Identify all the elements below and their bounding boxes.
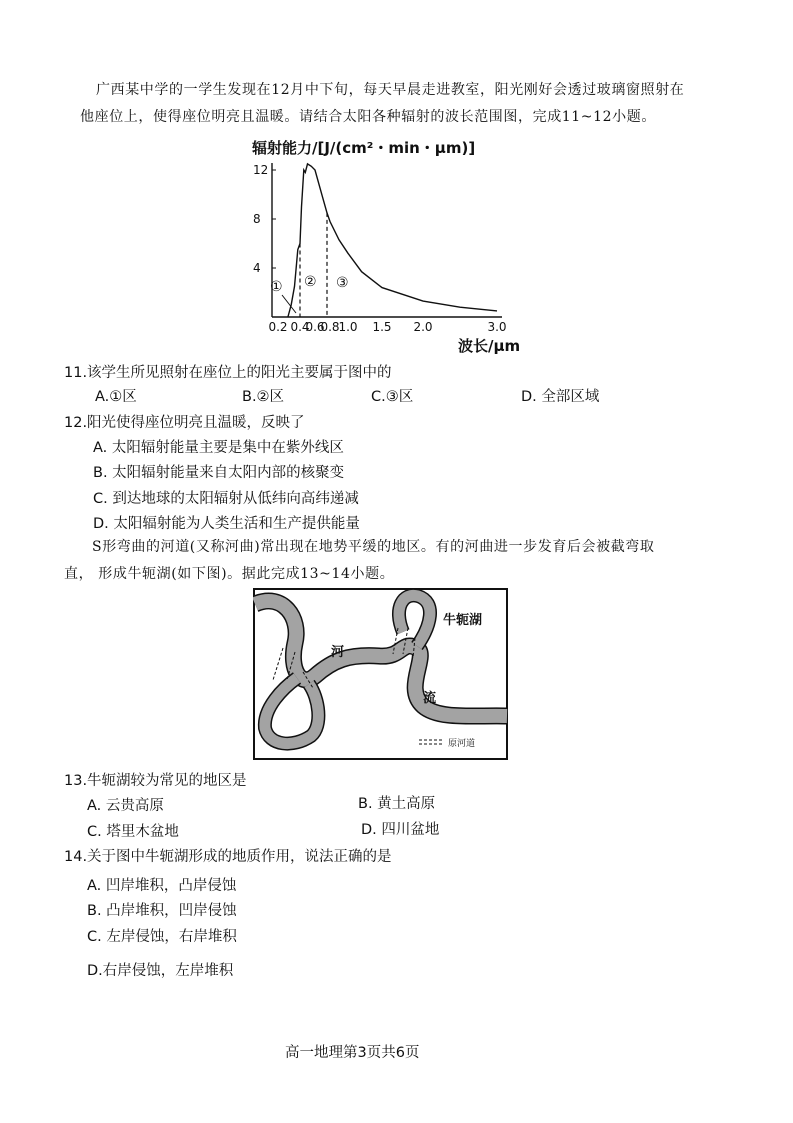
- x-tick-label: 1.5: [372, 320, 392, 334]
- x-tick-label: 1.0: [338, 320, 358, 334]
- x-tick-label: 0.8: [320, 320, 340, 334]
- q13-option-b: B. 黄土高原: [358, 796, 436, 812]
- q13-option-c: C. 塔里木盆地: [87, 824, 179, 840]
- q11-option-c: C.③区: [371, 389, 414, 405]
- oxbow-lake-label: 牛轭湖: [443, 613, 483, 628]
- q12-option-a: A. 太阳辐射能量主要是集中在紫外线区: [93, 440, 344, 456]
- chart-ylabel: 辐射能力/[J/(cm²・min・μm)]: [252, 139, 476, 157]
- q14-option-c: C. 左岸侵蚀，右岸堆积: [87, 929, 237, 945]
- q13-option-a: A. 云贵高原: [87, 798, 164, 814]
- y-tick-label: 8: [253, 212, 261, 226]
- q14-stem: 14.关于图中牛轭湖形成的地质作用，说法正确的是: [64, 849, 392, 865]
- passage2-line2: 直， 形成牛轭湖(如下图)。据此完成13~14小题。: [64, 566, 395, 582]
- x-tick-label: 0.2: [268, 320, 288, 334]
- q14-option-a: A. 凹岸堆积，凸岸侵蚀: [87, 878, 237, 894]
- river-label-liu: 流: [423, 691, 437, 706]
- q11-option-b: B.②区: [242, 389, 285, 405]
- passage1-line2: 他座位上，使得座位明亮且温暖。请结合太阳各种辐射的波长范围图，完成11~12小题。: [80, 109, 656, 125]
- x-tick-label: 3.0: [487, 320, 507, 334]
- passage2-line1: S形弯曲的河道(又称河曲)常出现在地势平缓的地区。有的河曲进一步发育后会被截弯取: [92, 539, 655, 555]
- region-label-3: ③: [336, 275, 349, 291]
- y-tick-label: 4: [253, 261, 261, 275]
- q11-stem: 11.该学生所见照射在座位上的阳光主要属于图中的: [64, 365, 392, 381]
- q14-option-d: D.右岸侵蚀，左岸堆积: [87, 963, 234, 979]
- x-tick-label: 0.6: [305, 320, 325, 334]
- q11-option-d: D. 全部区域: [521, 389, 600, 405]
- passage1-line1: 广西某中学的一学生发现在12月中下旬，每天早晨走进教室，阳光刚好会透过玻璃窗照射在: [96, 82, 685, 98]
- river-label-he: 河: [331, 645, 345, 660]
- q12-option-b: B. 太阳辐射能量来自太阳内部的核聚变: [93, 465, 345, 481]
- radiation-curve: [288, 164, 497, 317]
- region-label-1: ①: [270, 279, 283, 295]
- oxbow-lake-map: [253, 588, 508, 760]
- q11-option-a: A.①区: [95, 389, 137, 405]
- chart-xlabel: 波长/μm: [458, 337, 521, 355]
- legend-label: 原河道: [448, 739, 476, 749]
- page-footer: 高一地理第3页共6页: [285, 1045, 420, 1061]
- region-label-2: ②: [304, 274, 317, 290]
- y-tick-label: 12: [253, 163, 269, 177]
- q14-option-b: B. 凸岸堆积，凹岸侵蚀: [87, 903, 237, 919]
- x-tick-label: 2.0: [413, 320, 433, 334]
- x-ticks: [268, 320, 506, 334]
- q12-option-c: C. 到达地球的太阳辐射从低纬向高纬递减: [93, 491, 359, 507]
- radiation-chart: [240, 133, 540, 358]
- region-dividers: [282, 213, 327, 317]
- q13-option-d: D. 四川盆地: [361, 822, 440, 838]
- q13-stem: 13.牛轭湖较为常见的地区是: [64, 773, 247, 789]
- x-tick-label: 0.4: [290, 320, 310, 334]
- q12-stem: 12.阳光使得座位明亮且温暖，反映了: [64, 415, 305, 431]
- q12-option-d: D. 太阳辐射能为人类生活和生产提供能量: [93, 516, 360, 532]
